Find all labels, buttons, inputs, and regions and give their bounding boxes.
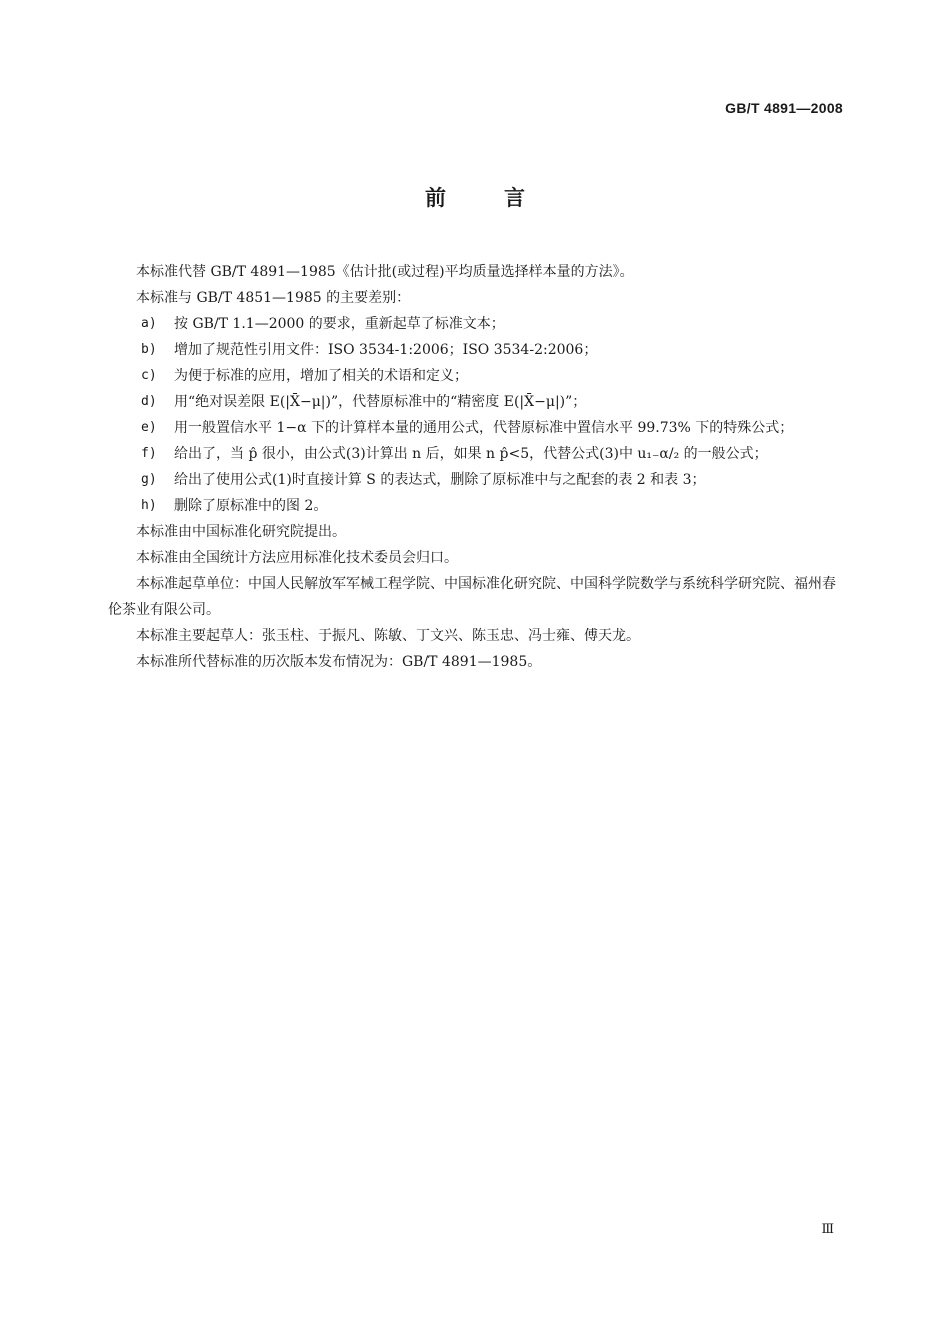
document-body <box>108 259 844 675</box>
list-item <box>108 311 844 337</box>
paragraph: 本标准代替 GB/T 4891—1985《估计批(或过程)平均质量选择样本量的方法》。 <box>136 264 634 280</box>
page-number: Ⅲ <box>821 1222 834 1237</box>
list-item-label: f) <box>141 446 157 461</box>
page-title: 前言 <box>425 186 583 210</box>
list-item <box>108 441 844 467</box>
list-item-label: b) <box>141 342 157 357</box>
paragraph: 本标准由中国标准化研究院提出。 <box>136 524 346 540</box>
list-item-label: h) <box>141 498 157 513</box>
paragraph: 本标准主要起草人：张玉柱、于振凡、陈敏、丁文兴、陈玉忠、冯士雍、傅天龙。 <box>136 628 640 644</box>
list-item-text: 为便于标准的应用，增加了相关的术语和定义； <box>174 368 468 384</box>
list-item-label: d) <box>141 394 157 409</box>
list-item-text: 增加了规范性引用文件：ISO 3534-1:2006；ISO 3534-2:2006； <box>174 342 598 358</box>
paragraph: 本标准由全国统计方法应用标准化技术委员会归口。 <box>136 550 458 566</box>
list-item-text: 用一般置信水平 1−α 下的计算样本量的通用公式，代替原标准中置信水平 99.73% 下的特殊公式； <box>174 420 794 436</box>
list-item-label: e) <box>141 420 157 435</box>
paragraph: 本标准与 GB/T 4851—1985 的主要差别： <box>136 290 411 306</box>
paragraph: 本标准所代替标准的历次版本发布情况为：GB/T 4891—1985。 <box>136 654 542 670</box>
list-item <box>108 389 844 415</box>
list-item-label: a) <box>141 316 157 331</box>
list-item-text: 给出了，当 p̂ 很小，由公式(3)计算出 n 后，如果 n p̂<5，代替公式(3)中 u₁₋α/₂ 的一般公式； <box>174 446 768 462</box>
list-item <box>108 337 844 363</box>
paragraph: 本标准起草单位：中国人民解放军军械工程学院、中国标准化研究院、中国科学院数学与系统科学研究院、福州春伦茶业有限公司。 <box>108 576 836 618</box>
list-item-text: 给出了使用公式(1)时直接计算 S 的表达式，删除了原标准中与之配套的表 2 和表 3； <box>174 472 706 488</box>
list-item-text: 按 GB/T 1.1—2000 的要求，重新起草了标准文本； <box>174 316 505 332</box>
list-item <box>108 467 844 493</box>
list-item <box>108 415 844 441</box>
list-item-label: c) <box>141 368 157 383</box>
list-item-text: 删除了原标准中的图 2。 <box>174 498 328 514</box>
list-item <box>108 493 844 519</box>
list-item-text: 用“绝对误差限 E(|X̄−μ|)”，代替原标准中的“精密度 E(|X̄−μ|)”； <box>174 394 587 410</box>
list-item-label: g) <box>141 472 157 487</box>
standard-code: GB/T 4891—2008 <box>725 100 843 116</box>
list-item <box>108 363 844 389</box>
